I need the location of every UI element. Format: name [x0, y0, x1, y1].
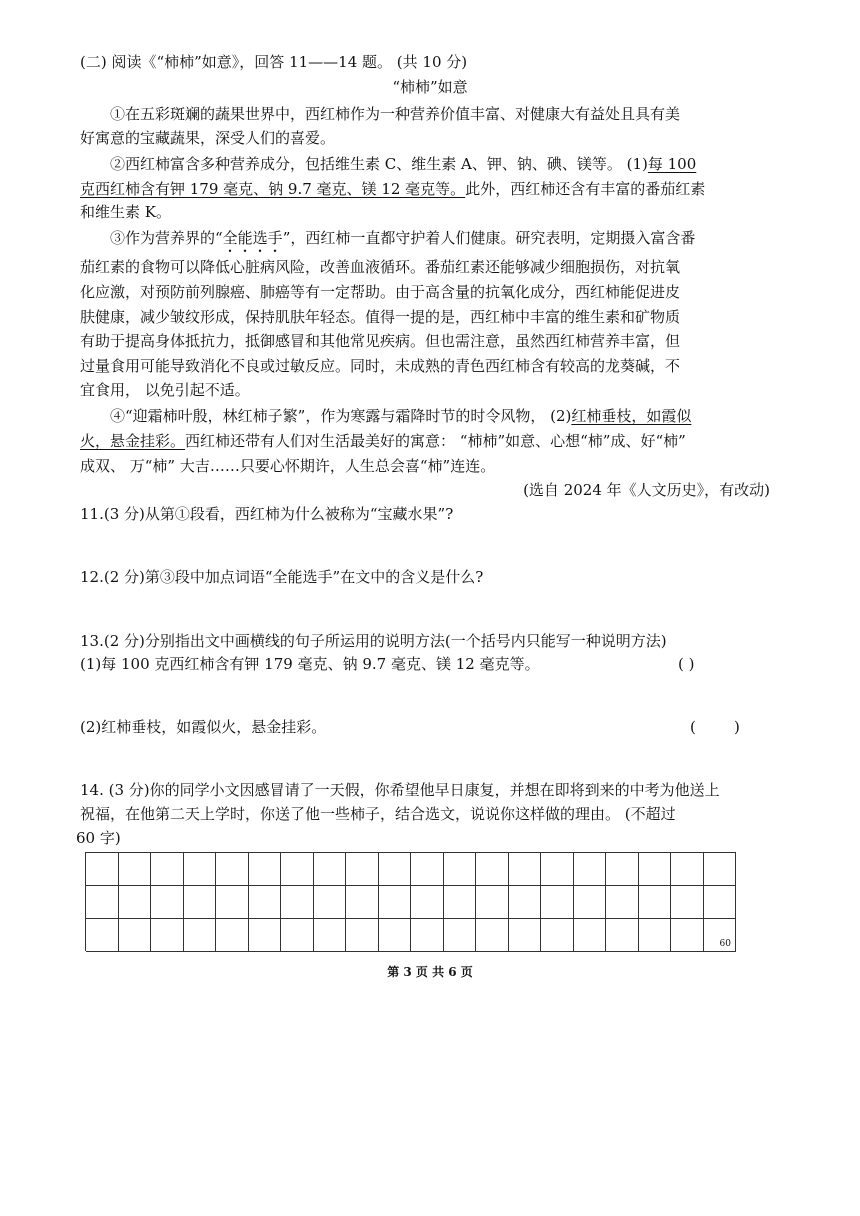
- p2-text-b: 此外，西红柿还含有丰富的番茄红素: [465, 180, 706, 198]
- grid-cell[interactable]: [476, 853, 509, 886]
- grid-count-mark: 60: [719, 939, 731, 949]
- grid-cell[interactable]: [216, 853, 249, 886]
- p3-text-a: ③作为营养界的“: [110, 229, 223, 247]
- passage-source: (选自 2024 年《人文历史》，有改动): [523, 481, 770, 499]
- grid-cell[interactable]: [249, 919, 282, 952]
- grid-cell[interactable]: [346, 886, 379, 919]
- grid-cell[interactable]: [249, 853, 282, 886]
- answer-bracket-13-2[interactable]: ( ): [690, 718, 740, 736]
- grid-cell[interactable]: [184, 853, 217, 886]
- grid-cell[interactable]: [249, 886, 282, 919]
- grid-cell[interactable]: [346, 919, 379, 952]
- grid-row: [86, 919, 736, 952]
- grid-cell[interactable]: [639, 853, 672, 886]
- grid-cell[interactable]: [379, 886, 412, 919]
- grid-cell[interactable]: [574, 853, 607, 886]
- grid-cell[interactable]: [346, 853, 379, 886]
- grid-cell[interactable]: [411, 886, 444, 919]
- grid-row: [86, 853, 736, 886]
- grid-cell[interactable]: [119, 853, 152, 886]
- p3-dotted-term: 全能选手: [222, 229, 283, 247]
- p4-text-b: 西红柿还带有人们对生活最美好的寓意： “柿柿”如意、心想“柿”成、好“柿”: [185, 432, 686, 450]
- p1-line-2: 好寓意的宝藏蔬果，深受人们的喜爱。: [80, 129, 336, 147]
- writing-grid[interactable]: [85, 852, 736, 951]
- grid-cell[interactable]: [509, 853, 542, 886]
- p3-line-4: 肤健康，减少皱纹形成，保持肌肤年轻态。值得一提的是，西红柿中丰富的维生素和矿物质: [80, 308, 681, 326]
- page-footer: 第 3 页 共 6 页: [387, 965, 473, 979]
- grid-cell[interactable]: [476, 886, 509, 919]
- question-13: 13.(2 分)分别指出文中画横线的句子所运用的说明方法(一个括号内只能写一种说明方法): [80, 632, 667, 650]
- p4-line-2: [80, 430, 780, 452]
- grid-cell[interactable]: [86, 853, 119, 886]
- p2-underline-2: 克西红柿含有钾 179 毫克、钠 9.7 毫克、镁 12 毫克等。: [80, 180, 466, 198]
- question-14-line-2: 祝福，在他第二天上学时，你送了他一些柿子，结合选文，说说你这样做的理由。 (不超过: [80, 805, 676, 823]
- grid-cell[interactable]: [184, 886, 217, 919]
- grid-cell[interactable]: [671, 853, 704, 886]
- grid-cell[interactable]: [704, 886, 737, 919]
- grid-cell[interactable]: [281, 853, 314, 886]
- answer-bracket-13-1[interactable]: ( ): [678, 655, 695, 673]
- grid-cell[interactable]: [216, 886, 249, 919]
- question-11: 11.(3 分)从第①段看，西红柿为什么被称为“宝藏水果”?: [80, 505, 454, 523]
- question-13-2: (2)红柿垂枝，如霞似火，悬金挂彩。: [80, 718, 327, 736]
- grid-cell[interactable]: [119, 886, 152, 919]
- grid-cell[interactable]: [314, 886, 347, 919]
- grid-cell[interactable]: [541, 853, 574, 886]
- grid-cell[interactable]: [574, 886, 607, 919]
- question-14-line-3: 60 字): [76, 829, 121, 847]
- p2-line-3: 和维生素 K。: [80, 203, 171, 221]
- p2-line-1: [80, 153, 810, 175]
- p3-line-1: [80, 227, 810, 256]
- p3-line-7: 宜食用， 以免引起不适。: [80, 381, 250, 399]
- p4-line-1: [80, 405, 810, 427]
- grid-cell[interactable]: [671, 886, 704, 919]
- p3-line-6: 过量食用可能导致消化不良或过敏反应。同时，未成熟的青色西红柿含有较高的龙葵碱，不: [80, 357, 681, 375]
- p2-underline-1: 每 100: [647, 155, 697, 173]
- grid-cell[interactable]: [444, 919, 477, 952]
- question-14-line-1: 14. (3 分)你的同学小文因感冒请了一天假，你希望他早日康复，并想在即将到来的中考为他送上: [80, 781, 720, 799]
- grid-cell[interactable]: [639, 919, 672, 952]
- p3-text-b: ”，西红柿一直都守护着人们健康。研究表明，定期摄入富含番: [282, 229, 696, 247]
- p4-text-a: ④“迎霜柿叶殷，林红柿子繁”，作为寒露与霜降时节的时令风物， (2): [110, 407, 572, 425]
- grid-cell[interactable]: [444, 853, 477, 886]
- grid-cell[interactable]: [639, 886, 672, 919]
- grid-cell[interactable]: [411, 919, 444, 952]
- p3-line-5: 有助于提高身体抵抗力，抵御感冒和其他常见疾病。但也需注意，虽然西红柿营养丰富，但: [80, 332, 681, 350]
- grid-cell[interactable]: [541, 919, 574, 952]
- grid-cell[interactable]: [704, 853, 737, 886]
- grid-cell[interactable]: [281, 886, 314, 919]
- p1-line-1: ①在五彩斑斓的蔬果世界中，西红柿作为一种营养价值丰富、对健康大有益处且具有美: [110, 105, 681, 123]
- grid-cell[interactable]: [476, 919, 509, 952]
- grid-cell[interactable]: [606, 853, 639, 886]
- p4-line-3: 成双、 万“柿” 大吉……只要心怀期许，人生总会喜“柿”连连。: [80, 457, 496, 475]
- grid-cell[interactable]: [119, 919, 152, 952]
- grid-cell[interactable]: [216, 919, 249, 952]
- grid-cell[interactable]: [314, 919, 347, 952]
- p2-line-2: [80, 178, 780, 200]
- grid-cell[interactable]: [606, 886, 639, 919]
- p2-text-a: ②西红柿富含多种营养成分，包括维生素 C、维生素 A、钾、钠、碘、镁等。 (1): [110, 155, 648, 173]
- grid-cell[interactable]: [671, 919, 704, 952]
- grid-cell[interactable]: [509, 886, 542, 919]
- grid-cell[interactable]: [574, 919, 607, 952]
- grid-cell[interactable]: [86, 886, 119, 919]
- p4-underline-2: 火，悬金挂彩。: [80, 432, 186, 450]
- grid-row: [86, 886, 736, 919]
- grid-cell[interactable]: [151, 886, 184, 919]
- grid-cell[interactable]: [606, 919, 639, 952]
- grid-cell[interactable]: [314, 853, 347, 886]
- grid-cell[interactable]: [509, 919, 542, 952]
- question-13-1: (1)每 100 克西红柿含有钾 179 毫克、钠 9.7 毫克、镁 12 毫克等。: [80, 655, 540, 673]
- grid-cell[interactable]: [541, 886, 574, 919]
- p3-line-3: 化应激，对预防前列腺癌、肺癌等有一定帮助。由于高含量的抗氧化成分，西红柿能促进皮: [80, 283, 681, 301]
- grid-cell[interactable]: [151, 853, 184, 886]
- grid-cell[interactable]: [184, 919, 217, 952]
- grid-cell[interactable]: [281, 919, 314, 952]
- grid-cell[interactable]: [379, 919, 412, 952]
- passage-title: “柿柿”如意: [392, 78, 468, 96]
- grid-cell[interactable]: [151, 919, 184, 952]
- grid-cell[interactable]: [704, 919, 737, 952]
- section-intro: (二) 阅读《“柿柿”如意》，回答 11——14 题。 (共 10 分): [80, 53, 468, 71]
- grid-cell[interactable]: [379, 853, 412, 886]
- grid-cell[interactable]: [411, 853, 444, 886]
- p4-underline-1: 红柿垂枝，如霞似: [571, 407, 692, 425]
- grid-cell[interactable]: [444, 886, 477, 919]
- grid-cell[interactable]: [86, 919, 119, 952]
- p3-line-2: 茄红素的食物可以降低心脏病风险，改善血液循环。番茄红素还能够减少细胞损伤，对抗氧: [80, 258, 681, 276]
- question-12: 12.(2 分)第③段中加点词语“全能选手”在文中的含义是什么?: [80, 568, 484, 586]
